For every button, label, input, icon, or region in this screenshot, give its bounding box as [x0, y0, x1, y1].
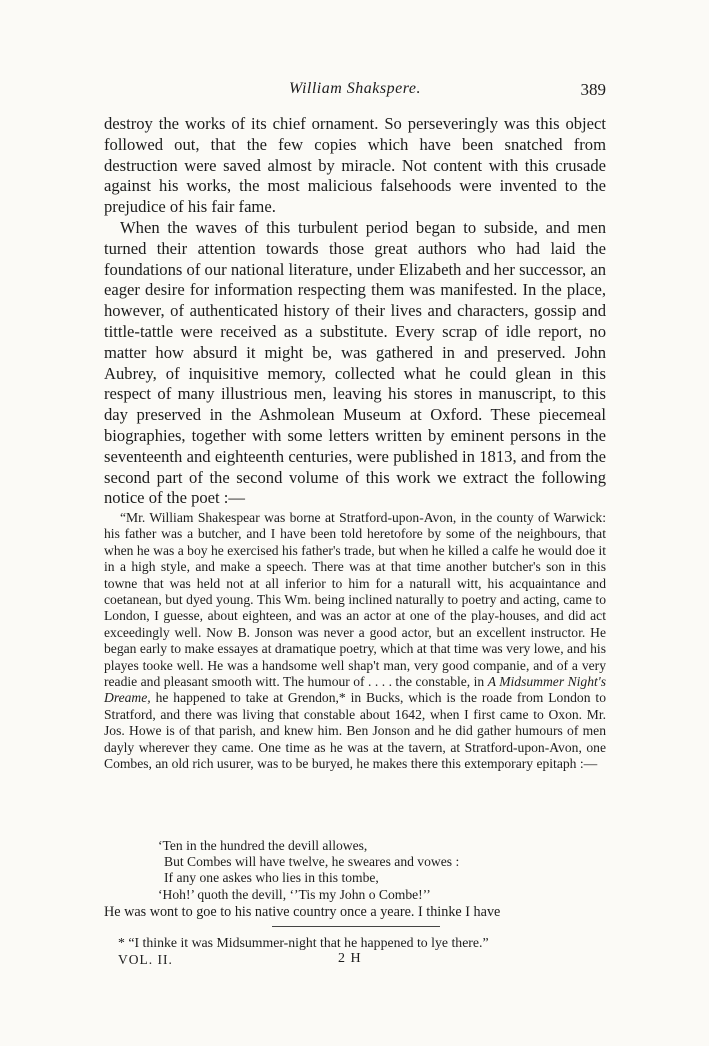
body-text	[104, 114, 606, 509]
running-title: William Shakspere.	[289, 80, 421, 97]
footnote: * “I thinke it was Midsummer-night that he happened to lye there.”	[118, 935, 489, 950]
play-title: A Midsummer Night's Dreame,	[104, 674, 606, 706]
aubrey-quotation	[104, 510, 606, 773]
volume-signature: VOL. II.	[118, 952, 173, 967]
paragraph: destroy the works of its chief ornament. So perseveringly was this object followed out, that the few copies which have been snatched from destruction were saved almost by miracle. Not content with this crusade against his works, the most malicious falsehoods were invented to the prejudice of his fair fame.	[104, 114, 606, 217]
verse-line: But Combes will have twelve, he sweares and vowes :	[164, 854, 460, 870]
page-number: 389	[580, 80, 606, 99]
page-header	[104, 80, 606, 104]
epitaph-verse	[158, 838, 578, 903]
paragraph: When the waves of this turbulent period began to subside, and men turned their attention towards those great authors who had laid the foundations of our national literature, under Elizabeth and her successor, an eager desire for information respecting them was manifested. In the place, however, of authenticated history of their lives and characters, gossip and tittle-tattle were received as a substitute. Every scrap of idle report, no matter how absurd it might be, was gathered in and preserved. John Aubrey, of inquisitive memory, collected what he could glean in this respect of many illustrious men, leaving his stores in manuscript, to this day preserved in the Ashmolean Museum at Oxford. These piecemeal biographies, together with some letters written by eminent persons in the seventeenth and eighteenth centuries, were published in 1813, and from the second part of the second volume of this work we extract the following notice of the poet :—	[104, 217, 606, 508]
quotation-text: he happened to take at Grendon,* in Bucks, which is the roade from London to Stratford, and there was living that constable about 1642, when I first came to Oxon. Mr. Jos. Howe is of that parish, and knew him. Ben Jonson and he did gather humours of men dayly wherever they came. One time as he was at the tavern, at Stratford-upon-Avon, one Combes, an old rich usurer, was to be buryed, he makes there this extemporary epitaph :—	[104, 690, 606, 772]
verse-line: ‘Hoh!’ quoth the devill, ‘’Tis my John o Combe!’’	[158, 886, 431, 902]
verse-line: If any one askes who lies in this tombe,	[164, 870, 379, 886]
closing-line: He was wont to goe to his native country once a yeare. I thinke I have	[104, 904, 501, 920]
quotation-text: “Mr. William Shakespear was borne at Stratford-upon-Avon, in the county of Warwick: his father was a butcher, and I have been told heretofore by some of the neighbours, that when he was a boy he exercised his father's trade, but when he killed a calfe he would doe it in a high style, and make a speech. There was at that time another butcher's son in this towne that was held not at all inferior to him for a naturall witt, his acquaintance and coetanean, but dyed young. This Wm. being inclined naturally to poetry and acting, came to London, I guesse, about eighteen, and was an actor at one of the play-houses, and did act exceedingly well. Now B. Jonson was never a good actor, but an excellent instructor. He began early to make essayes at dramatique poetry, which at that time was very lowe, and his playes tooke well. He was a handsome well shap't man, very good companie, and of a very readie and pleasant smooth witt. The humour of . . . . the constable, in	[104, 510, 606, 690]
quotation-paragraph	[104, 510, 606, 773]
verse-line: ‘Ten in the hundred the devill allowes,	[158, 838, 368, 853]
signature-mark: 2 H	[338, 951, 362, 966]
footnote-rule	[272, 926, 440, 927]
